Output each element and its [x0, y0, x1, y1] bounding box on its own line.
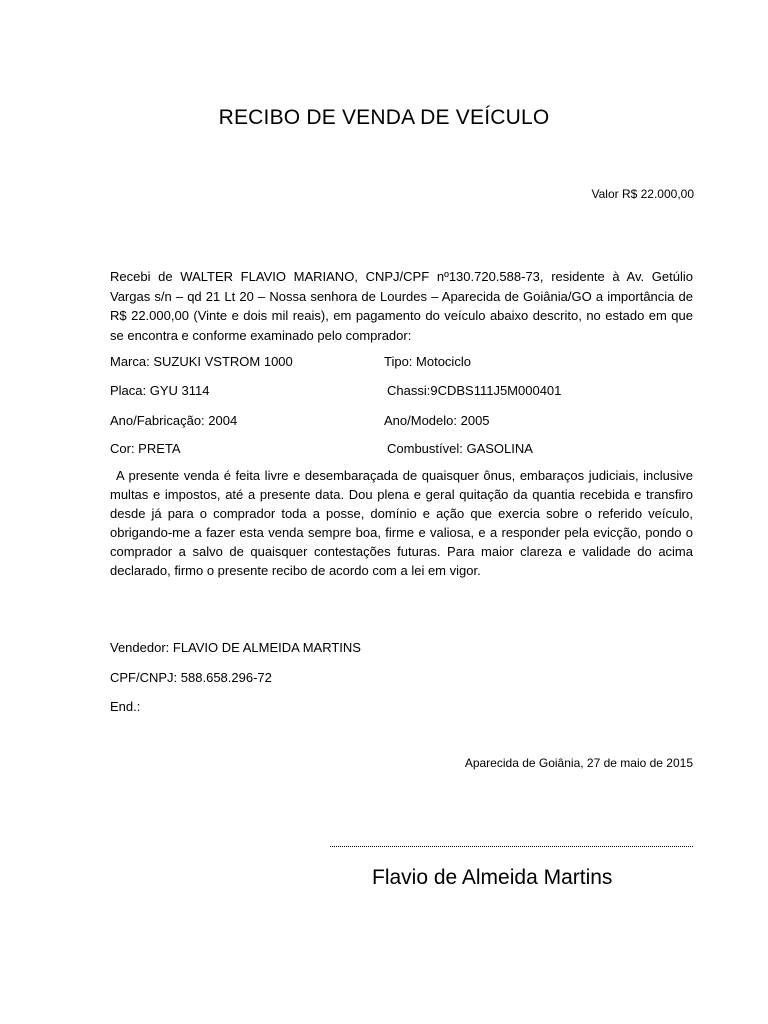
vehicle-cor: Cor: PRETA [110, 441, 181, 456]
receipt-paragraph-intro: Recebi de WALTER FLAVIO MARIANO, CNPJ/CPF nº130.720.588-73, residente à Av. Getúlio Vargas s/n – qd 21 Lt 20 – Nossa senhora de Lourdes – Aparecida de Goiânia/GO a importância de R$ 22.000,00 (Vinte e dois mil reais), em pagamento do veículo abaixo descrito, no estado em que se encontra e conforme examinado pelo comprador: [110, 269, 693, 343]
vehicle-placa: Placa: GYU 3114 [110, 383, 210, 398]
receipt-amount: Valor R$ 22.000,00 [591, 187, 694, 201]
vehicle-tipo: Tipo: Motociclo [384, 354, 471, 369]
seller-address: End.: [110, 699, 141, 714]
vehicle-marca: Marca: SUZUKI VSTROM 1000 [110, 354, 293, 369]
signature-name: Flavio de Almeida Martins [372, 866, 613, 889]
seller-name: Vendedor: FLAVIO DE ALMEIDA MARTINS [110, 640, 361, 655]
vehicle-combustivel: Combustível: GASOLINA [387, 441, 533, 456]
place-and-date: Aparecida de Goiânia, 27 de maio de 2015 [464, 756, 693, 770]
document-title: RECIBO DE VENDA DE VEÍCULO [218, 106, 550, 129]
vehicle-ano-modelo: Ano/Modelo: 2005 [384, 413, 490, 428]
receipt-paragraph-terms: A presente venda é feita livre e desembaraçada de quaisquer ônus, embaraços judiciais, inclusive multas e impostos, até a presente data. Dou plena e geral quitação da quantia recebida e transfiro desde já para o comprador toda a posse, domínio e ação que exercia sobre o referido veículo, obrigando-me a fazer esta venda sempre boa, firme e valiosa, e a responder pela evicção, pondo o comprador a salvo de quaisquer contestações futuras. Para maior clareza e validade do acima declarado, firmo o presente recibo de acordo com a lei em vigor. [110, 468, 693, 578]
seller-cpf-cnpj: CPF/CNPJ: 588.658.296-72 [110, 670, 272, 685]
vehicle-ano-fabricacao: Ano/Fabricação: 2004 [110, 413, 238, 428]
vehicle-chassi: Chassi:9CDBS111J5M000401 [387, 383, 562, 398]
signature-line [330, 846, 693, 847]
